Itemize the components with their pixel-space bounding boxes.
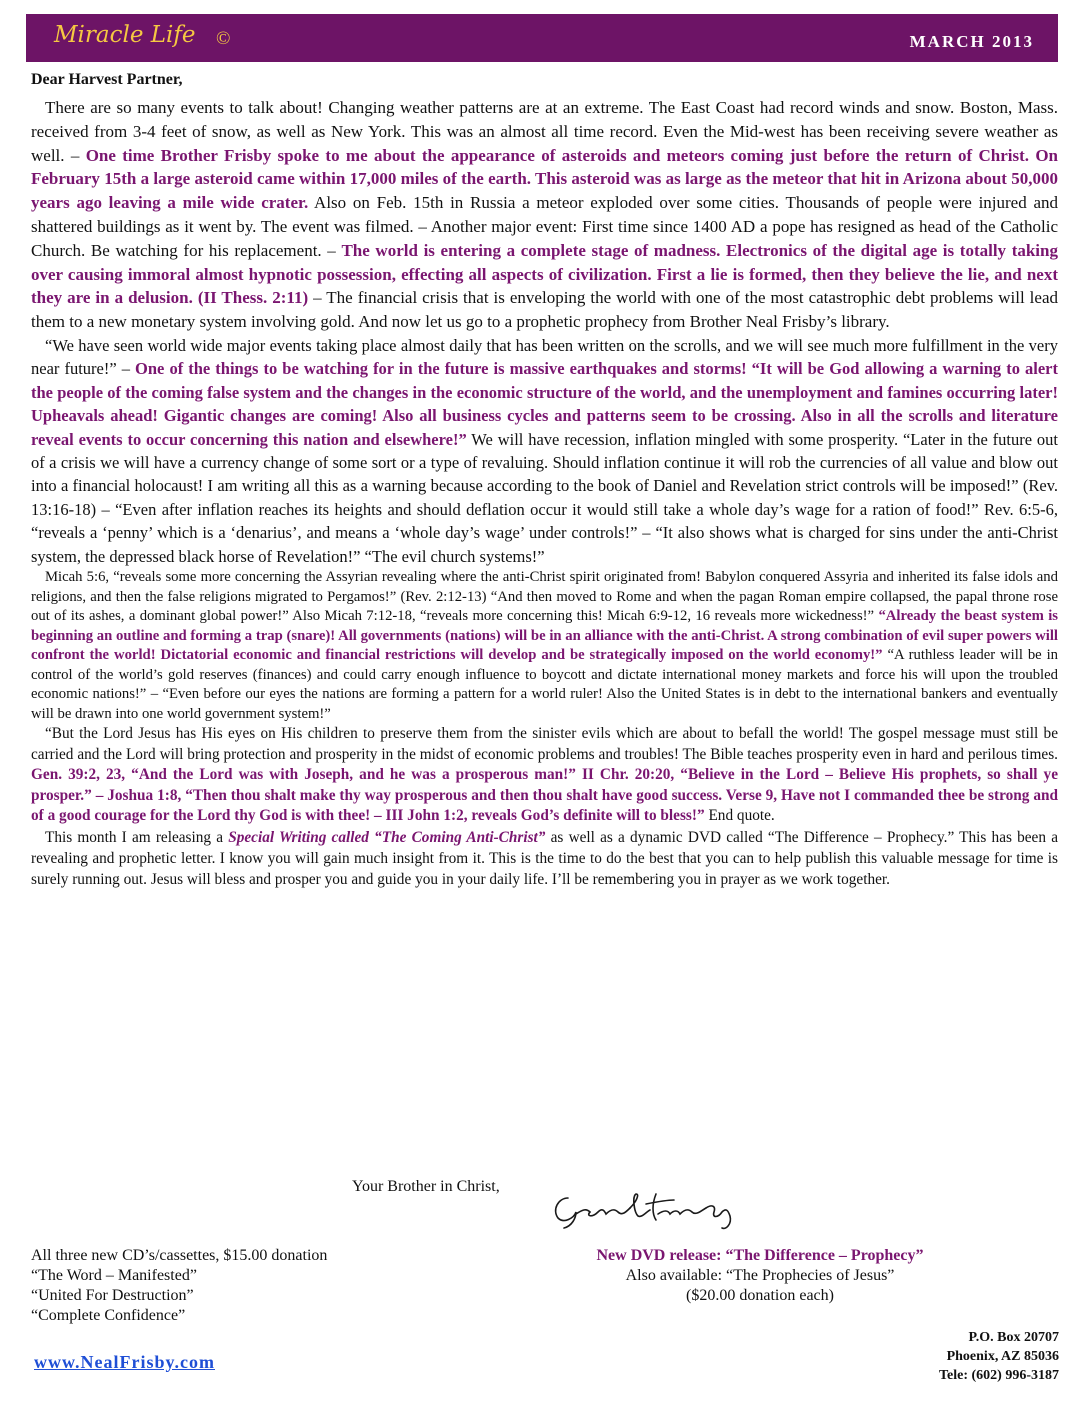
dvd-price: ($20.00 donation each) [686,1287,834,1304]
signature-image [546,1188,746,1234]
dvd-offer [520,1246,1000,1306]
paragraph: There are so many events to talk about! Changing weather patterns are at an extreme. The East Coast had record winds and snow. Boston, Mass. received from 3-4 feet of snow, as well as New York. This was an almost all time record. Even the Mid-west has been receiving severe weather as well. – One time Brother Frisby spoke to me about the appearance of asteroids and meteors coming just before the return of Christ. On February 15th a large asteroid came within 17,000 miles of the earth. This asteroid was as large as the meteor that hit in Arizona about 50,000 years ago leaving a mile wide crater. Also on Feb. 15th in Russia a meteor exploded over some cities. Thousands of people were injured and shattered buildings as it went by. The event was filmed. – Another major event: First time since 1400 AD a pope has resigned as head of the Catholic Church. Be watching for his replacement. – The world is entering a complete stage of madness. Electronics of the digital age is totally taking over causing immoral almost hypnotic possession, effecting all aspects of civilization. First a lie is formed, then they believe the lie, and next they are in a delusion. (II Thess. 2:11) – The financial crisis that is enveloping the world with one of the most catastrophic debt problems will lead them to a new monetary system involving gold. And now let us go to a prophetic prophecy from Brother Neal Frisby’s library. [31,98,1059,332]
salutation: Dear Harvest Partner, [31,71,183,88]
cd-title: “The Word – Manifested” [31,1267,197,1284]
website-link[interactable]: www.NealFrisby.com [34,1352,215,1372]
paragraph: “We have seen world wide major events taking place almost daily that has been written on the scrolls, and we will see much more fulfillment in the very near future!” – One of the things to be watching for in the future is massive earthquakes and storms! “It will be God allowing a warning to alert the people of the coming false system and the changes in the economic structure of the world, and the unemployment and famines occurring later! Upheavals ahead! Gigantic changes are coming! Also all business cycles and patterns seem to be crossing. Also in all the scrolls and literature reveal events to occur concerning this nation and elsewhere!” We will have recession, inflation mingled with some prosperity. “Later in the future out of a crisis we will have a currency change of some sort or a type of revaluing. Should inflation continue it will rob the currencies of all value and blow out into a financial holocaust! I am writing all this as a warning because according to the book of Daniel and Revelation strict controls will be imposed!” (Rev. 13:16-18) – “Even after inflation reaches its heights and should deflation occur it would still take a whole day’s wage for a ration of food!” Rev. 6:5-6, “reveals a ‘penny’ which is a ‘denarius’, and means a ‘whole day’s wage’ under controls!” – “It also shows what is charged for sins under the anti-Christ system, the depressed black horse of Revelation!” “The evil church systems!” [31,335,1059,566]
highlight-text: The world is entering a complete stage of madness. Electronics of the digital age is totally taking over causing immoral almost hypnotic possession, effecting all aspects of civilization. First a lie is formed, then they believe the lie, and next they are in a delusion. (II Thess. 2:11) [31,240,1058,308]
highlight-text: “Already the beast system is beginning an outline and forming a trap (snare)! All governments (nations) will be in an alliance with the anti-Christ. A strong combination of evil super powers will confront the world! Dictatorial economic and financial restrictions will develop and be strategically imposed on the world economy!” [31,608,1058,664]
paragraph: “But the Lord Jesus has His eyes on His children to preserve them from the sinister evils which are about to befall the world! The gospel message must still be carried and the Lord will bring protection and prosperity in the midst of economic problems and troubles! The Bible teaches prosperity even in hard and perilous times. Gen. 39:2, 23, “And the Lord was with Joseph, and he was a prosperous man!” II Chr. 20:20, “Believe in the Lord – Believe His prophets, so shall ye prosper.” – Joshua 1:8, “Then thou shalt make thy way prosperous and then thou shalt have good success. Verse 9, Have not I commanded thee be strong and of a good courage for the Lord thy God is with thee! – III John 1:2, reveals God’s definite will to bless!” End quote. [31,725,1058,825]
header-banner [26,14,1058,62]
closing: Your Brother in Christ, [352,1178,500,1195]
letter-body [31,96,1058,890]
highlight-text: One time Brother Frisby spoke to me about the appearance of asteroids and meteors coming just before the return of Christ. On February 15th a large asteroid came within 17,000 miles of the earth. This asteroid was as large as the meteor that hit in Arizona about 50,000 years ago leaving a mile wide crater. [31,145,1058,213]
dvd-also-available: Also available: “The Prophecies of Jesus” [625,1267,895,1284]
phone-number: Tele: (602) 996-3187 [938,1368,1059,1383]
dvd-title: New DVD release: “The Difference – Prophecy” [596,1247,924,1264]
paragraph: Micah 5:6, “reveals some more concerning the Assyrian revealing where the anti-Christ spirit originated from! Babylon conquered Assyria and inherited its false idols and religions, and then the false religions migrated to Pergamos!” (Rev. 2:12-13) “And then moved to Rome and when the pagan Roman empire collapsed, the papal throne rose out of its ashes, a dominant global power!” Also Micah 7:12-18, “reveals more concerning this! Micah 6:9-12, 16 reveals more wickedness!” “Already the beast system is beginning an outline and forming a trap (snare)! All governments (nations) will be in an alliance with the anti-Christ. A strong combination of evil super powers will confront the world! Dictatorial economic and financial restrictions will develop and be strategically imposed on the world economy!” “A ruthless leader will be in control of the world’s gold reserves (finances) and could carry enough influence to boycott and dictate international money markets and force his will upon the troubled economic nations!” – “Even before our eyes the nations are forming a pattern for a world ruler! Also the United States is in debt to the international bankers and eventually will be drawn into one world government system!” [31,569,1059,722]
address-line: Phoenix, AZ 85036 [946,1349,1059,1364]
mailing-address [939,1328,1059,1385]
highlight-text: Special Writing called “The Coming Anti-Christ” [228,828,546,846]
cd-title: “Complete Confidence” [31,1307,186,1324]
issue-date: MARCH 2013 [909,32,1034,51]
brand-logo: Miracle Life [54,22,196,48]
highlight-text: Gen. 39:2, 23, “And the Lord was with Joseph, and he was a prosperous man!” II Chr. 20:20, “Believe in the Lord – Believe His prophets, so shall ye prosper.” – Joshua 1:8, “Then thou shalt make thy way prosperous and then thou shalt have good success. Verse 9, Have not I commanded thee be strong and of a good courage for the Lord thy God is with thee! – III John 1:2, reveals God’s definite will to bless!” [31,766,1058,825]
highlight-text: One of the things to be watching for in the future is massive earthquakes and storms! “It will be God allowing a warning to alert the people of the coming false system and the changes in the economic structure of the world, and the unemployment and famines occurring later! Upheavals ahead! Gigantic changes are coming! Also all business cycles and patterns seem to be crossing. Also in all the scrolls and literature reveal events to occur concerning this nation and elsewhere!” [31,359,1058,449]
address-line: P.O. Box 20707 [968,1330,1059,1345]
cd-offer-heading: All three new CD’s/cassettes, $15.00 donation [31,1247,328,1264]
paragraph: This month I am releasing a Special Writing called “The Coming Anti-Christ” as well as a dynamic DVD called “The Difference – Prophecy.” This has been a revealing and prophetic letter. I know you will gain much insight from it. This is the time to do the best that you can to help publish this valuable message for time is surely running out. Jesus will bless and prosper you and guide you in your daily life. I’ll be remembering you in prayer as we work together. [31,828,1058,888]
copyright-symbol: © [216,28,231,49]
cd-title: “United For Destruction” [31,1287,194,1304]
cd-offer [31,1246,327,1326]
